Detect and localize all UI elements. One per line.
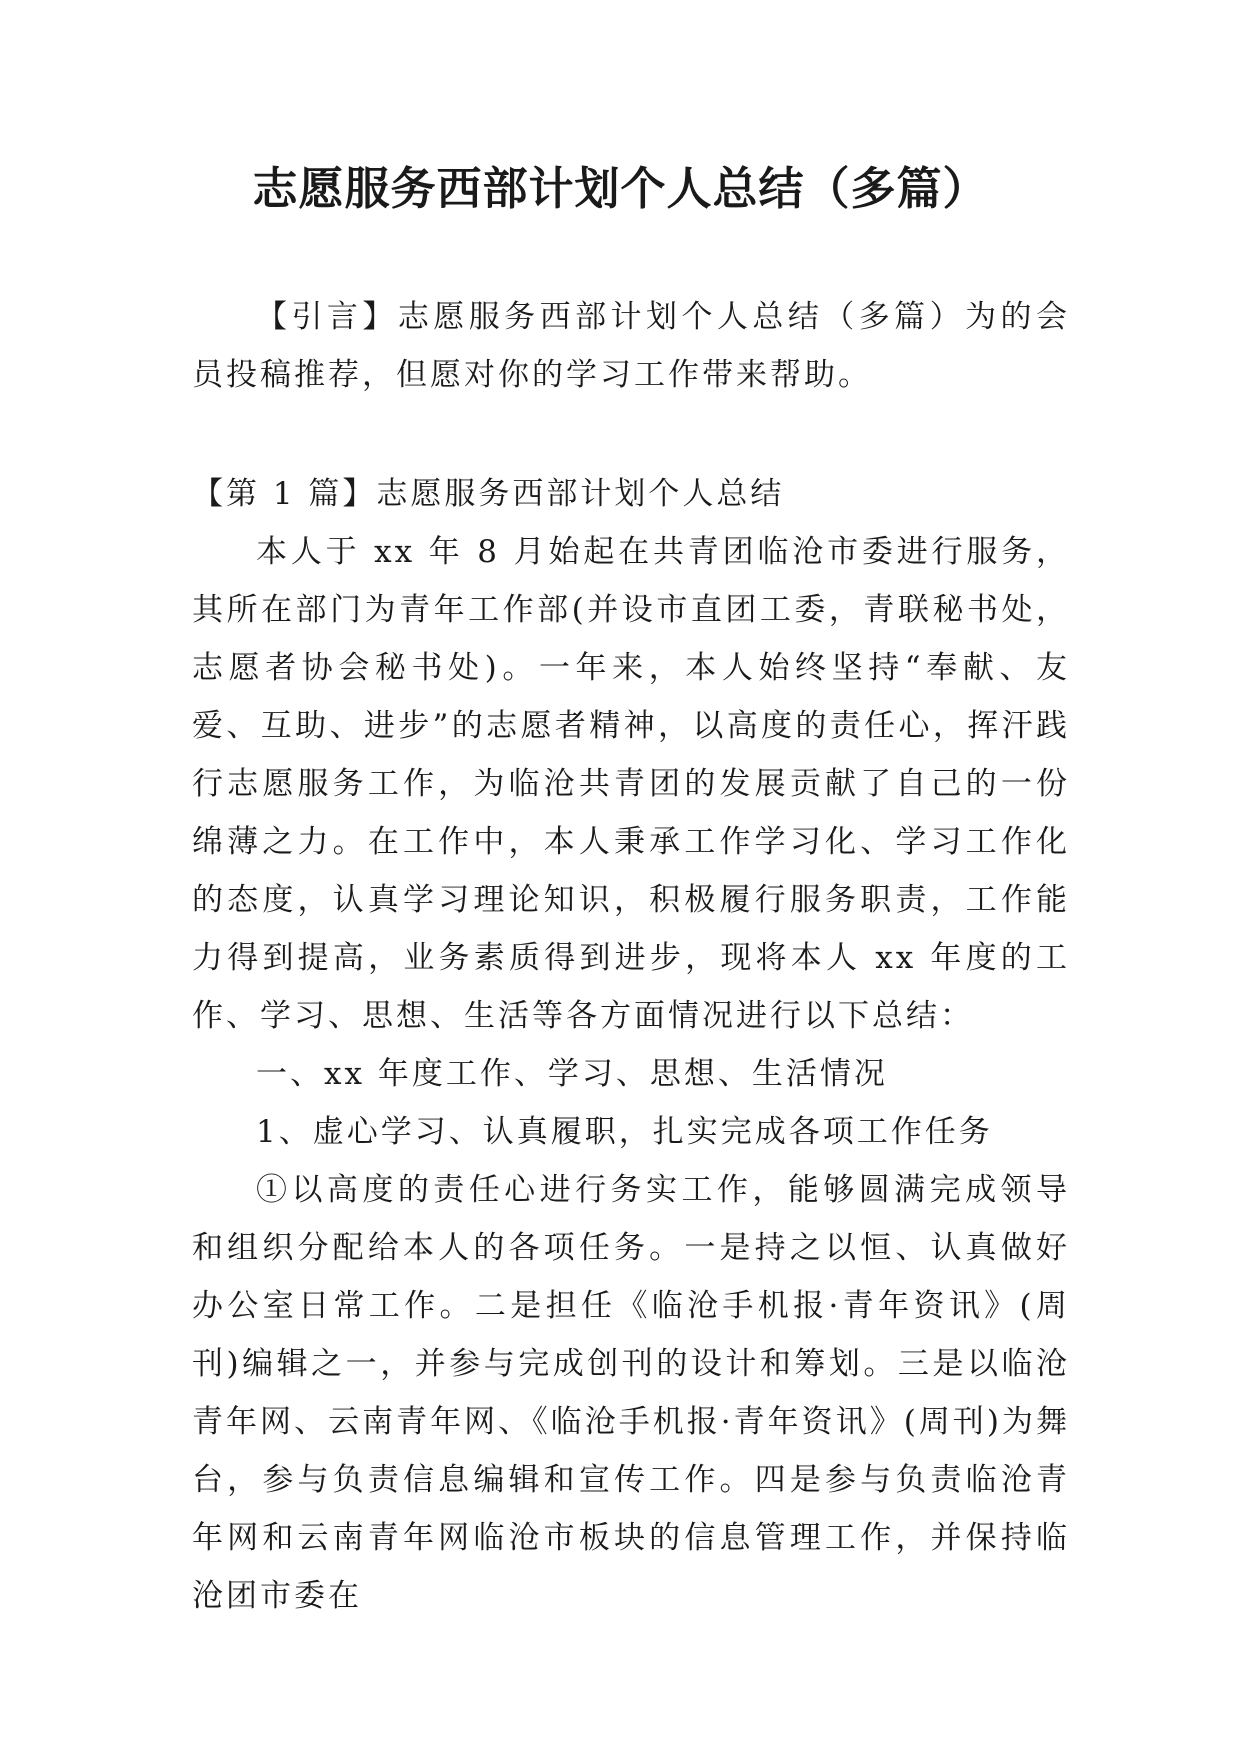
body-paragraph: 本人于 xx 年 8 月始起在共青团临沧市委进行服务，其所在部门为青年工作部(并设市直团工委，青联秘书处，志愿者协会秘书处)。一年来，本人始终坚持“奉献、友爱、互助、进步”的志愿者精神，以高度的责任心，挥汗践行志愿服务工作，为临沧共青团的发展贡献了自己的一份绵薄之力。在工作中，本人秉承工作学习化、学习工作化的态度，认真学习理论知识，积极履行服务职责，工作能力得到提高，业务素质得到进步，现将本人 xx 年度的工作、学习、思想、生活等各方面情况进行以下总结： [192,534,1070,1034]
body-paragraph: 1、虚心学习、认真履职，扎实完成各项工作任务 [256,1114,993,1150]
body-paragraph: 一、xx 年度工作、学习、思想、生活情况 [256,1056,888,1092]
main-content [192,465,1070,1625]
intro-block [192,288,1070,404]
intro-paragraph: 【引言】志愿服务西部计划个人总结（多篇）为的会员投稿推荐，但愿对你的学习工作带来帮助。 [192,299,1070,393]
document-title: 志愿服务西部计划个人总结（多篇） [252,162,989,215]
section-heading: 【第 1 篇】志愿服务西部计划个人总结 [192,476,785,512]
body-paragraph: ①以高度的责任心进行务实工作，能够圆满完成领导和组织分配给本人的各项任务。一是持之以恒、认真做好办公室日常工作。二是担任《临沧手机报·青年资讯》(周刊)编辑之一，并参与完成创刊的设计和筹划。三是以临沧青年网、云南青年网、《临沧手机报·青年资讯》(周刊)为舞台，参与负责信息编辑和宣传工作。四是参与负责临沧青年网和云南青年网临沧市板块的信息管理工作，并保持临沧团市委在 [192,1172,1070,1614]
